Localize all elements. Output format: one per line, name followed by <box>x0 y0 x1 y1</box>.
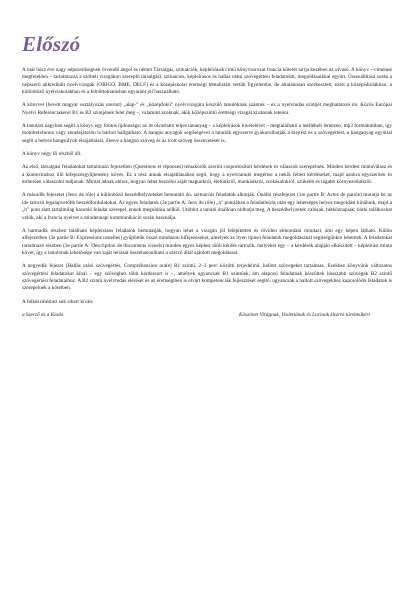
paragraph-levels: A könyvet (bevett magyar osztályozás szerint) „alap-” és „középfokú” nyelvvizsgára készülő tanulóknak szántuk – ez a nyelvtudás szintjét meghatározó ún. Közös Európai Nyelvi Referenciakeret B1 és B2 szintjének felel meg –, valamint azoknak, akik középszintű érettségi vizsgát kívánnak letenni. <box>22 102 392 116</box>
signature-block <box>22 312 392 319</box>
paragraph-intro: A már húsz éve nagy népszerűségnek örvendő angol és német Társalgás, szituációk, képleírások című könyvsorozat francia kötetét tartja kezében az olvasó. A könyv – címének megfelelően – tartalmazza a szóbeli vizsgákon szereplő társalgási, szituációs, képleírásos és hallás utáni szövegértési feladatokat, megoldásaikkal együtt. Összeállítása során a népszerű akkreditált nyelvvizsgák (ORIGO, BME, DELF) és a középiskolai érettségi témalistáit vettük figyelembe, de általánosan szerkesztett, ezért a középiskolákban, a különböző nyelviskolákban és a felnőttoktatásban egyaránt jól használható. <box>22 67 392 96</box>
paragraph-audio: A tanulást nagyban segíti a könyv egy fontos újdonsága: az itt olvasható teljes tananyag – a képleírások kivételével – megtalálható a mellékelt lemezen, mp3 formátumban, így mobiltelefonon vagy zenelejátszón is bárhol hallgatható. A hangos anyagok segítségével a tanulók egyszerre gyakorolhatják a kiejtést és a szövegértést, a hanganyag egyúttal segíti a helyes hangsúlyok elsajátítását, illetve a hangzó szöveg és az írott szöveg összevetését is. <box>22 123 392 144</box>
paragraph-part-four: A negyedik fejezet (Hallás utáni szövegértés, Compréhension orale) B1 szintű, 2–3 perc közötti terjedelmű, hallott szövegeket tartalmaz. Ezekhez könyvünk változatos szövegértési feladatokat kínál – egy szöveghez több kérdéssort is –, amelyek ugyancsak B1 szintűek, ám alapozó feladatnak készültek hosszabb szövegek B2 szintű szövegértési feladataihoz. A B2 szintű nyelvtudás elérését és az érettségiben is elvárt kompetenciák fejlesztését segítő, ugyancsak a hallott szövegekhez kapcsolódó feladatok is szerepelnek a kötetben. <box>22 263 392 292</box>
paragraph-part-two: A második fejezetet (Jeux de rôle) a különböző beszédhelyzeteket bemutató ún. szituációs feladatok alkotják. Önálló részfejezet (1re partie B: Actes de parole) mutatja be az ide tartozó legalapvetőbb beszédfordulatokat. Az egyes feladatok (2e partie A: Jeux de rôle) „a” pontjában a feladatleírás után egy lehetséges helyes megoldást kínálunk, majd a „b” pont alatt tartalmilag hasonló feladat szerepel, ennek megoldása nélkül. Utóbbit a tanuló önállóan oldhatja meg. A beszédhelyzetek valósak, hétköznapiak; bárki találkozhat velük, aki a francia nyelvet a mindennapi kommunikáció során használja. <box>22 192 392 221</box>
paragraph-part-three: A harmadik részben található képleírásos feladatok bemutatják, hogyan lehet a vizsgán jól felépítetten és röviden elmondani mindazt, ami egy képen látható. Külön alfejezetben (3e partie B: Expressions usuelles) gyűjtöttük össze mindazon kifejezéseket, amelyek az ilyen típusú feladatok megoldásánál segítségünkre lehetnek. A feladatokat tartalmazó részben (3e partie A: Description de documents visuels) minden egyes képhez több kérdés tartozik, melyeket egy – a kérdések alapján elkészített – képleírási minta követ, így a tanulónak lehetősége van saját leírását összehasonlítani a szerző által ajánlott megoldással. <box>22 227 392 256</box>
signature-line: a Szerző és a Kiadó <box>22 311 64 318</box>
acknowledgement: Köszönet Virágnak, Violettának és Lucinak kitartó türelmükért <box>239 311 370 318</box>
paragraph-structure: A könyv négy fő részből áll. <box>22 151 82 158</box>
paragraph-part-one: Az első, társalgási feladatokat tartalmazó fejezetben (Questions et réponses) témakörök szerint csoportosított kérdések és válaszok szerepelnek. Minden kérdést mintaválasz és a kontextushoz illő kifejezésgyűjtemény követ. Ez a rész annak elsajátításában segít, hogy a nyelvtanuló megértse a nekik feltett kérdéseket, majd azokra egyszerűen és érthetően válaszolni tudjanak. Mintát adnak ahhoz, hogyan lehet beszélni saját magunkról, életünkről, munkánkról, szokásainkról, szükebb és tágabb környezetünkről. <box>22 164 392 186</box>
page-title: Előszó <box>22 32 81 56</box>
paragraph-closing: A felkészüléshez sok sikert kíván: <box>22 298 94 305</box>
